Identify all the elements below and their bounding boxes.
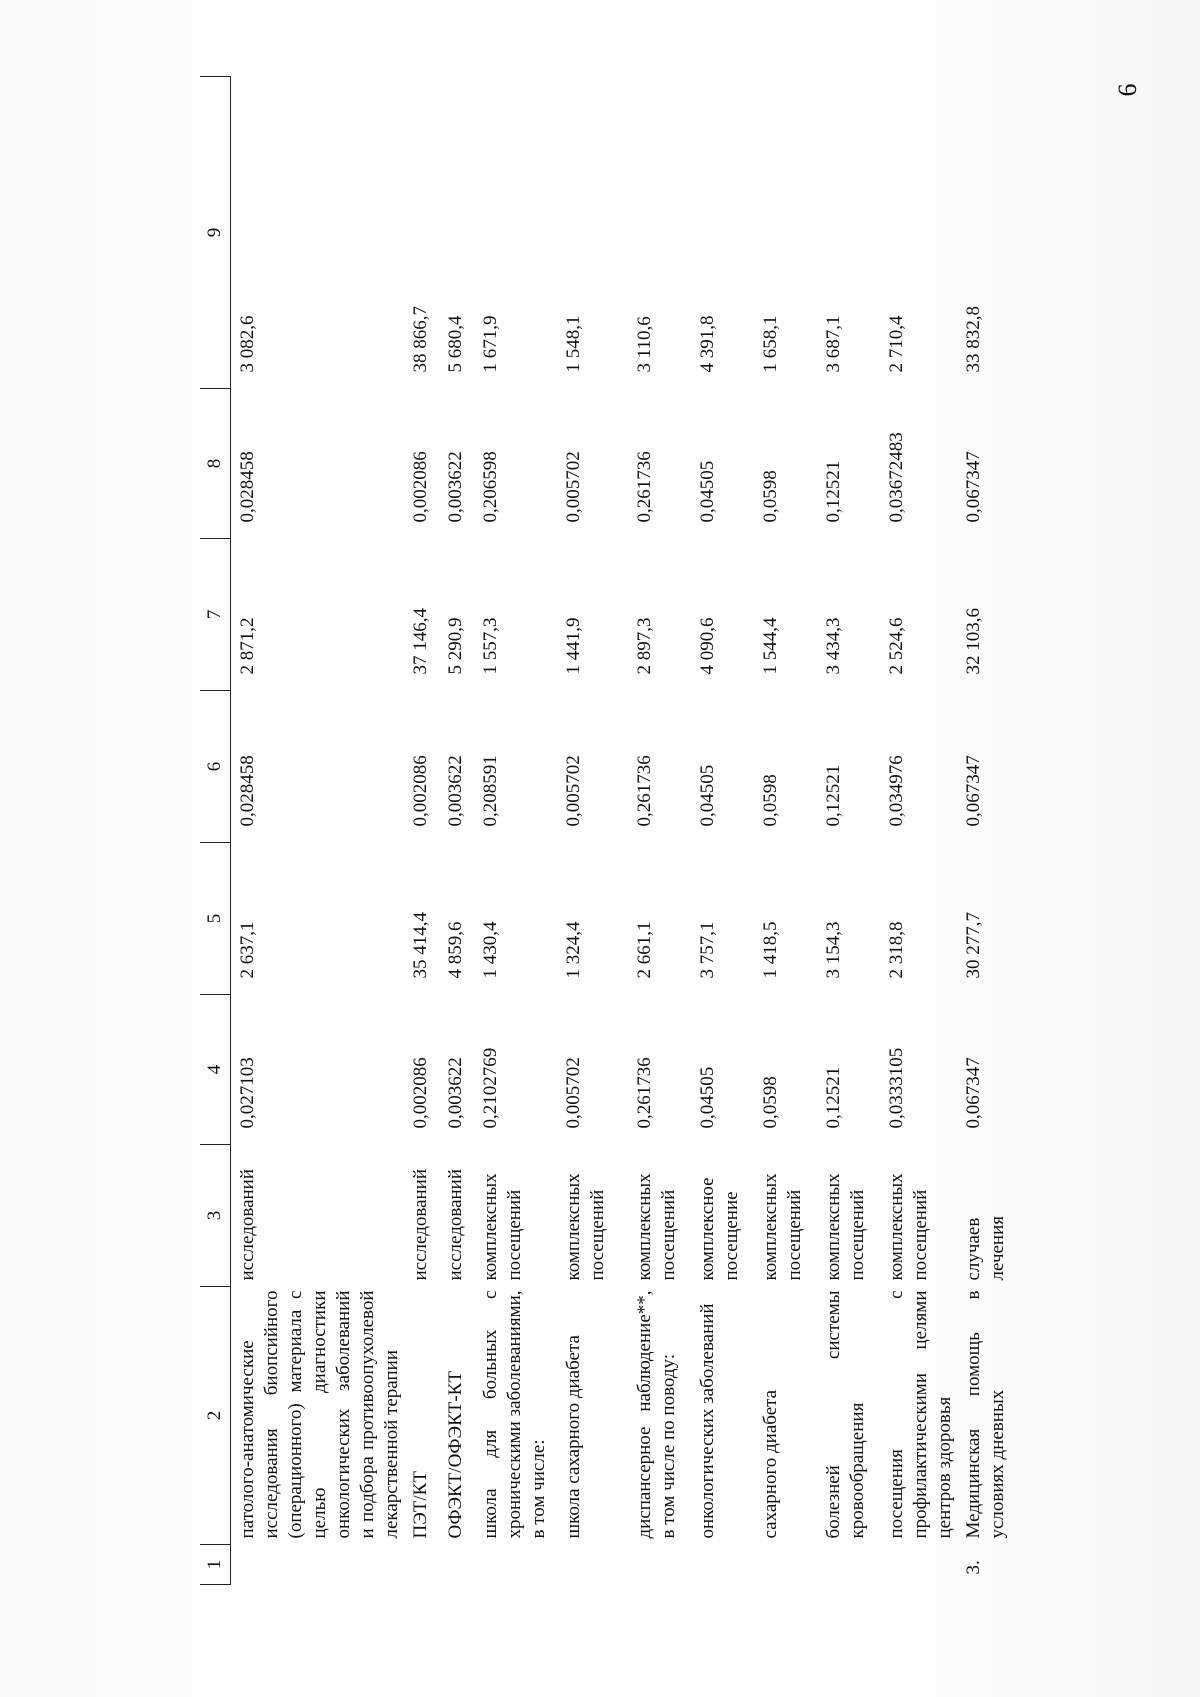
cell-col-9: 1 658,1: [760, 315, 781, 373]
cell-col-9: 3 110,6: [634, 316, 655, 373]
cell-col-6: 0,003622: [445, 755, 466, 827]
cell-col-4: 0,005702: [563, 1057, 584, 1129]
table-row: [880, 77, 957, 1585]
row-unit: исследований: [410, 1168, 431, 1281]
cell-col-7: 37 146,4: [410, 608, 431, 675]
cell-col-6: 0,028458: [237, 755, 258, 827]
cell-col-7: 4 090,6: [697, 617, 718, 675]
cell-col-9: 5 680,4: [445, 315, 466, 373]
row-name: школа сахарного диабета: [563, 1335, 584, 1539]
table-row: [557, 77, 628, 1585]
row-unit: комплексных посещений: [760, 1173, 805, 1281]
cell-col-5: 35 414,4: [410, 912, 431, 979]
cell-col-9: 1 548,1: [563, 315, 584, 373]
row-name: Медицинская помощь в условиях дневных: [963, 1290, 1008, 1539]
row-number: [754, 1545, 817, 1585]
cell-col-8: 0,0598: [760, 470, 781, 523]
cell-col-8: 0,03672483: [886, 432, 907, 523]
row-unit: исследований: [445, 1168, 466, 1281]
cell-col-4: 0,003622: [445, 1057, 466, 1129]
table-row: [231, 77, 405, 1585]
header-col-6: 6: [200, 691, 231, 843]
cell-col-7: 1 544,4: [760, 617, 781, 675]
cell-col-8: 0,12521: [823, 460, 844, 523]
cell-col-6: 0,208591: [480, 755, 501, 827]
table-row: [628, 77, 691, 1585]
row-number: [817, 1545, 880, 1585]
cell-col-7: 5 290,9: [445, 617, 466, 675]
cell-col-5: 1 324,4: [563, 921, 584, 979]
row-name: диспансерное наблюдение**, в том числе по поводу:: [634, 1290, 679, 1539]
cell-col-7: 2 871,2: [237, 617, 258, 675]
cell-col-4: 0,2102769: [480, 1047, 501, 1129]
rotated-table-container: [200, 77, 1070, 1585]
row-number: [439, 1545, 474, 1585]
row-name: сахарного диабета: [760, 1389, 781, 1539]
header-col-2: 2: [200, 1287, 231, 1545]
cell-col-5: 3 757,1: [697, 921, 718, 979]
row-name: посещения с профилактическими целями центров здоровья: [886, 1290, 955, 1539]
header-col-7: 7: [200, 539, 231, 691]
row-number: [231, 1545, 405, 1585]
cell-col-6: 0,067347: [963, 755, 984, 827]
cell-col-6: 0,04505: [697, 764, 718, 827]
cell-col-9: 3 687,1: [823, 315, 844, 373]
row-number: [474, 1545, 557, 1585]
cell-col-4: 0,067347: [963, 1057, 984, 1129]
row-unit: исследований: [237, 1168, 258, 1281]
cell-col-8: 0,005702: [563, 451, 584, 523]
cell-col-8: 0,028458: [237, 451, 258, 523]
cell-col-8: 0,002086: [410, 451, 431, 523]
cell-col-5: 2 318,8: [886, 921, 907, 979]
cell-col-4: 0,261736: [634, 1057, 655, 1129]
row-unit: комплексных посещений: [480, 1173, 525, 1281]
table-row: [754, 77, 817, 1585]
header-col-1: 1: [200, 1545, 231, 1585]
cell-col-8: 0,04505: [697, 460, 718, 523]
cell-col-4: 0,12521: [823, 1066, 844, 1129]
row-unit: комплексное посещение: [697, 1177, 742, 1281]
row-number: [880, 1545, 957, 1585]
table-row: [691, 77, 754, 1585]
cell-col-9: 38 866,7: [410, 306, 431, 373]
cell-col-6: 0,0598: [760, 774, 781, 827]
row-name: школа для больных с хроническими заболеваниями, в том числе:: [480, 1290, 549, 1539]
row-unit: комплексных посещений: [823, 1173, 868, 1281]
cell-col-7: 2 897,3: [634, 617, 655, 675]
cell-col-5: 2 637,1: [237, 921, 258, 979]
cell-col-4: 0,0598: [760, 1076, 781, 1129]
cell-col-9: 33 832,8: [963, 306, 984, 373]
cell-col-5: 1 418,5: [760, 921, 781, 979]
cell-col-4: 0,04505: [697, 1066, 718, 1129]
cell-col-5: 3 154,3: [823, 921, 844, 979]
cell-col-6: 0,034976: [886, 755, 907, 827]
header-col-8: 8: [200, 389, 231, 539]
row-number: [628, 1545, 691, 1585]
row-name: онкологических заболеваний: [697, 1303, 718, 1539]
data-table: [200, 76, 1022, 1585]
cell-col-7: 1 441,9: [563, 617, 584, 675]
header-col-4: 4: [200, 995, 231, 1145]
row-unit: случаев лечения: [963, 1215, 1008, 1281]
table-row: [404, 77, 439, 1585]
cell-col-8: 0,067347: [963, 451, 984, 523]
cell-col-8: 0,003622: [445, 451, 466, 523]
header-row: [200, 77, 231, 1585]
row-name: болезней системы кровообращения: [823, 1290, 868, 1539]
row-name: патолого-анатомические исследования биопсийного (операционного) материала с целью диагностики онкологических заболеваний и подбора противоопухолевой лекарственной терапии: [237, 1290, 402, 1539]
cell-col-5: 4 859,6: [445, 921, 466, 979]
row-unit: комплексных посещений: [634, 1173, 679, 1281]
cell-col-9: 4 391,8: [697, 315, 718, 373]
row-number: [691, 1545, 754, 1585]
row-unit: комплексных посещений: [563, 1173, 608, 1281]
page-number: 6: [1113, 83, 1142, 97]
row-number: [404, 1545, 439, 1585]
table-row: [957, 77, 1022, 1585]
cell-col-6: 0,005702: [563, 755, 584, 827]
cell-col-7: 3 434,3: [823, 617, 844, 675]
table-row: [817, 77, 880, 1585]
table-row: [474, 77, 557, 1585]
row-unit: комплексных посещений: [886, 1173, 931, 1281]
cell-col-6: 0,261736: [634, 755, 655, 827]
cell-col-6: 0,12521: [823, 764, 844, 827]
header-col-9: 9: [200, 77, 231, 389]
cell-col-6: 0,002086: [410, 755, 431, 827]
cell-col-5: 2 661,1: [634, 921, 655, 979]
cell-col-9: 1 671,9: [480, 315, 501, 373]
row-number: 3.: [963, 1560, 984, 1575]
cell-col-8: 0,206598: [480, 451, 501, 523]
cell-col-4: 0,0333105: [886, 1047, 907, 1129]
cell-col-9: 2 710,4: [886, 315, 907, 373]
cell-col-4: 0,027103: [237, 1057, 258, 1129]
row-number: [557, 1545, 628, 1585]
cell-col-4: 0,002086: [410, 1057, 431, 1129]
row-name: ОФЭКТ/ОФЭКТ-КТ: [445, 1371, 466, 1539]
cell-col-8: 0,261736: [634, 451, 655, 523]
cell-col-5: 1 430,4: [480, 921, 501, 979]
table-row: [439, 77, 474, 1585]
header-col-3: 3: [200, 1145, 231, 1287]
row-name: ПЭТ/КТ: [410, 1471, 431, 1539]
cell-col-7: 2 524,6: [886, 617, 907, 675]
header-col-5: 5: [200, 843, 231, 995]
cell-col-7: 1 557,3: [480, 617, 501, 675]
cell-col-5: 30 277,7: [963, 912, 984, 979]
cell-col-9: 3 082,6: [237, 315, 258, 373]
cell-col-7: 32 103,6: [963, 608, 984, 675]
